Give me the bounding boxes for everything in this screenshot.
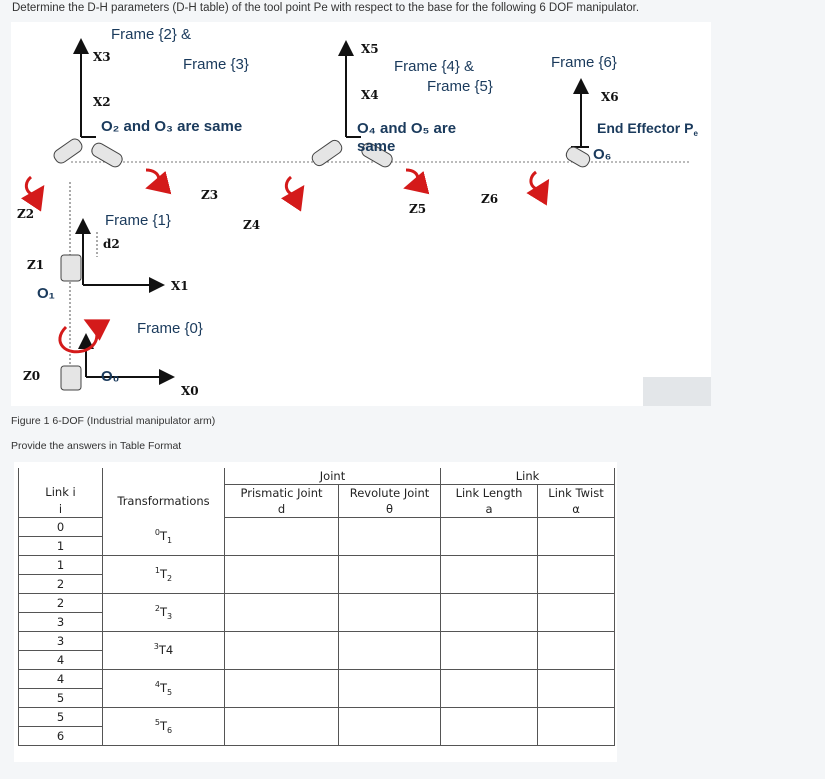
x4-label: X4: [361, 88, 379, 102]
revolute-cell[interactable]: [339, 594, 441, 632]
revolute-cell[interactable]: [339, 708, 441, 746]
link-twist-cell[interactable]: [538, 518, 615, 556]
prismatic-cell[interactable]: [225, 708, 339, 746]
frame45-label-a: Frame {4} &: [394, 58, 475, 75]
prismatic-cell[interactable]: [225, 670, 339, 708]
link-index-top: 3: [19, 632, 103, 651]
z5-label: Z5: [409, 202, 427, 216]
alpha-header: α: [538, 501, 615, 518]
revolute-cell[interactable]: [339, 518, 441, 556]
link-twist-cell[interactable]: [538, 708, 615, 746]
frame45-label-b: Frame {5}: [427, 78, 493, 95]
frame2-label: Frame {2} &: [111, 26, 192, 43]
question-text: Determine the D-H parameters (D-H table) of the tool point Pe with respect to the base for the following 6 DOF manipulator.: [12, 2, 640, 14]
link-twist-cell[interactable]: [538, 670, 615, 708]
x6-label: X6: [601, 90, 619, 104]
o6-label: O₆: [593, 146, 612, 163]
o0-label: O₀: [101, 368, 120, 385]
revolute-cell[interactable]: [339, 632, 441, 670]
o45-label-b: same: [357, 138, 396, 155]
theta-header: θ: [339, 501, 441, 518]
x0-label: X0: [181, 384, 199, 398]
link-length-cell[interactable]: [441, 556, 538, 594]
z4-label: Z4: [243, 218, 261, 232]
end-effector-label: End Effector $P_e$: [597, 120, 698, 138]
transformations-header: Transformations: [103, 485, 225, 518]
prismatic-cell[interactable]: [225, 594, 339, 632]
link-i-header: Link i: [19, 485, 103, 502]
z2-label: Z2: [17, 207, 35, 221]
table-row: [19, 594, 615, 613]
a-header: a: [441, 501, 538, 518]
frame6-label: Frame {6}: [551, 54, 617, 71]
link-length-header: Link Length: [441, 485, 538, 502]
figure-caption: Figure 1 6-DOF (Industrial manipulator arm): [11, 415, 216, 427]
transformation-cell: $^2T_3$: [103, 594, 225, 632]
transformation-cell: $^3$T4: [103, 632, 225, 670]
link-twist-header: Link Twist: [538, 485, 615, 502]
link-header: Link: [441, 468, 615, 485]
table-row: [19, 556, 615, 575]
link-index-top: 0: [19, 518, 103, 537]
link-length-cell[interactable]: [441, 670, 538, 708]
x2-label: X2: [93, 95, 111, 109]
link-index-bottom: 4: [19, 651, 103, 670]
link-twist-cell[interactable]: [538, 594, 615, 632]
o23-label: O₂ and O₃ are same: [101, 118, 243, 135]
z0-label: Z0: [23, 369, 41, 383]
z3-label: Z3: [201, 188, 219, 202]
revolute-cell[interactable]: [339, 556, 441, 594]
link-index-bottom: 2: [19, 575, 103, 594]
d2-label: d2: [103, 237, 120, 251]
frame1-label: Frame {1}: [105, 212, 171, 229]
revolute-cell[interactable]: [339, 670, 441, 708]
table-row: [19, 708, 615, 727]
link-length-cell[interactable]: [441, 632, 538, 670]
i-header: i: [19, 501, 103, 518]
link-twist-cell[interactable]: [538, 556, 615, 594]
gray-panel: [643, 377, 711, 406]
prismatic-cell[interactable]: [225, 518, 339, 556]
z6-label: Z6: [481, 192, 499, 206]
robot-arm-figure: [11, 22, 711, 406]
table-row: [19, 518, 615, 537]
link-index-bottom: 6: [19, 727, 103, 746]
instruction-text: Provide the answers in Table Format: [11, 440, 182, 452]
x5-label: X5: [361, 42, 379, 56]
link-twist-cell[interactable]: [538, 632, 615, 670]
link-index-top: 5: [19, 708, 103, 727]
o45-label-a: O₄ and O₅ are: [357, 120, 457, 137]
transformation-cell: $^1T_2$: [103, 556, 225, 594]
x3-label: X3: [93, 50, 111, 64]
d-header: d: [225, 501, 339, 518]
prismatic-cell[interactable]: [225, 632, 339, 670]
x1-label: X1: [171, 279, 189, 293]
frame0-label: Frame {0}: [137, 320, 203, 337]
link-index-bottom: 5: [19, 689, 103, 708]
prismatic-header: Prismatic Joint: [225, 485, 339, 502]
frame3-label: Frame {3}: [183, 56, 249, 73]
dh-table: [18, 468, 615, 746]
link-index-top: 4: [19, 670, 103, 689]
dh-table-container: [14, 462, 617, 762]
link-length-cell[interactable]: [441, 594, 538, 632]
link-length-cell[interactable]: [441, 518, 538, 556]
link-index-bottom: 1: [19, 537, 103, 556]
link-index-top: 1: [19, 556, 103, 575]
link-index-top: 2: [19, 594, 103, 613]
transformation-cell: $^0T_1$: [103, 518, 225, 556]
link-length-cell[interactable]: [441, 708, 538, 746]
revolute-header: Revolute Joint: [339, 485, 441, 502]
table-row: [19, 632, 615, 651]
z1-label: Z1: [27, 258, 45, 272]
joint-header: Joint: [225, 468, 441, 485]
prismatic-cell[interactable]: [225, 556, 339, 594]
o1-label: O₁: [37, 285, 55, 302]
transformation-cell: $^4T_5$: [103, 670, 225, 708]
link-index-bottom: 3: [19, 613, 103, 632]
transformation-cell: $^5T_6$: [103, 708, 225, 746]
table-row: [19, 670, 615, 689]
